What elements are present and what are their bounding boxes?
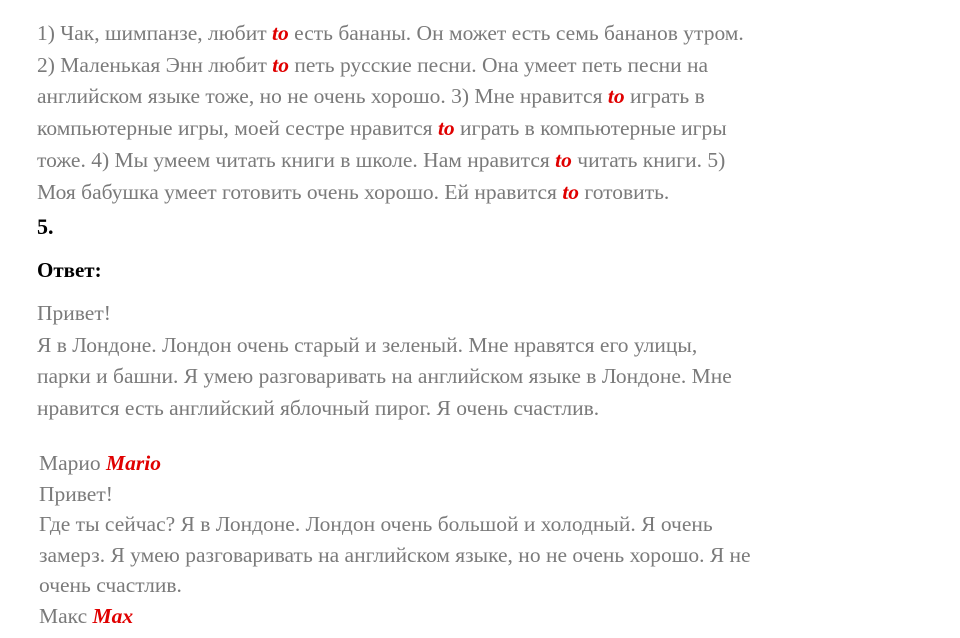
text-segment: тоже. 4) Мы умеем читать книги в школе. Нам нравится (37, 147, 556, 172)
text-line (37, 177, 744, 209)
exercise-number: 5. (37, 214, 54, 239)
letter-from-max (39, 448, 751, 631)
letter-greeting: Привет! (37, 301, 111, 325)
text-segment: 2) Маленькая Энн любит (37, 52, 273, 77)
highlighted-word: to (562, 179, 580, 204)
text-segment: есть бананы. Он может есть семь бананов утром. (288, 21, 744, 45)
signature-ru: Марио (39, 451, 107, 475)
letter-greeting: Привет! (39, 481, 113, 506)
highlighted-word: to (272, 21, 289, 45)
text-line (37, 145, 744, 177)
text-line: очень счастлив. (39, 573, 182, 597)
highlighted-word: to (607, 84, 625, 109)
signature-en: Max (92, 603, 134, 628)
text-line (37, 50, 744, 82)
text-line (37, 81, 744, 113)
highlighted-word: to (437, 116, 455, 141)
text-line: парки и башни. Я умею разговаривать на английском языке в Лондоне. Мне (37, 364, 732, 388)
text-segment: играть в компьютерные игры (454, 116, 727, 141)
text-line: замерз. Я умею разговаривать на английском языке, но не очень хорошо. Я не (39, 542, 751, 567)
text-line (37, 18, 744, 50)
text-line: Я в Лондоне. Лондон очень старый и зеленый. Мне нравятся его улицы, (37, 332, 698, 357)
text-segment: петь русские песни. Она умеет петь песни на (288, 52, 709, 77)
text-line: нравится есть английский яблочный пирог. Я очень счастлив. (37, 395, 600, 420)
text-segment: 1) Чак, шимпанзе, любит (37, 21, 273, 45)
signature-en: Mario (106, 451, 162, 475)
text-segment: Моя бабушка умеет готовить очень хорошо. Ей нравится (37, 179, 563, 204)
highlighted-word: to (555, 147, 572, 172)
text-segment: компьютерные игры, моей сестре нравится (37, 116, 438, 141)
text-segment: читать книги. 5) (571, 147, 726, 172)
text-line (37, 113, 744, 145)
signature-ru: Макс (39, 603, 93, 628)
text-segment: английском языке тоже, но не очень хорошо. 3) Мне нравится (37, 84, 608, 109)
signature-max (39, 601, 751, 632)
letter-from-mario (37, 298, 732, 424)
signature-mario (39, 448, 751, 479)
text-segment: играть в (624, 84, 705, 109)
text-line: Где ты сейчас? Я в Лондоне. Лондон очень большой и холодный. Я очень (39, 512, 713, 536)
highlighted-word: to (272, 52, 289, 77)
text-segment: готовить. (579, 179, 670, 204)
exercise-4-answer-paragraph (37, 18, 744, 208)
answer-heading: Ответ: (37, 258, 102, 282)
